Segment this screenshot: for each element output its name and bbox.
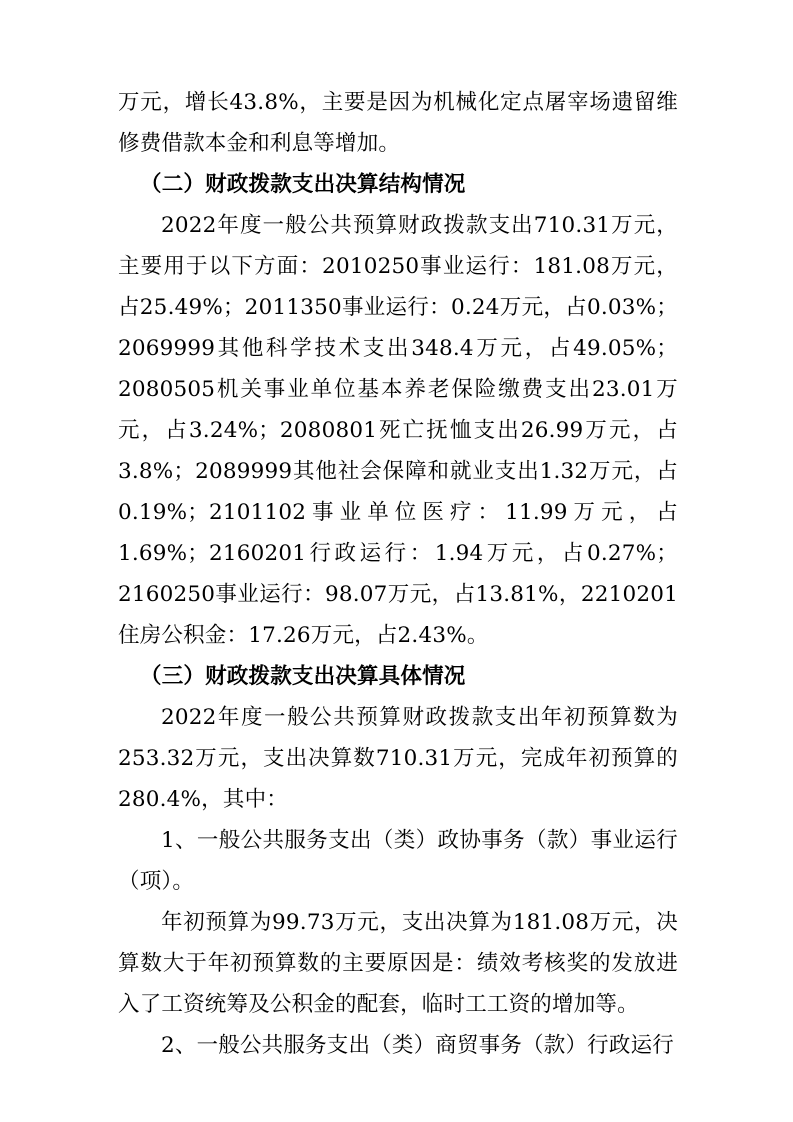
page-content bbox=[118, 82, 678, 1066]
paragraph-expenditure-detail: 2022年度一般公共预算财政拨款支出年初预算数为253.32万元，支出决算数710.31万元，完成年初预算的280.4%，其中： bbox=[118, 705, 678, 812]
paragraph-expenditure-structure: 2022年度一般公共预算财政拨款支出710.31万元，主要用于以下方面：2010250事业运行：181.08万元，占25.49%；2011350事业运行：0.24万元，占0.03%；2069999其他科学技术支出348.4万元，占49.05%；2080505机关事业单位基本养老保险缴费支出23.01万元，占3.24%；2080801死亡抚恤支出26.99万元，占3.8%；2089999其他社会保障和就业支出1.32万元，占0.19%；2101102事业单位医疗：11.99万元，占1.69%；2160201行政运行：1.94万元，占0.27%；2160250事业运行：98.07万元，占13.81%，2210201住房公积金：17.26万元，占2.43%。 bbox=[118, 213, 678, 648]
section-heading-3: （三）财政拨款支出决算具体情况 bbox=[140, 664, 466, 689]
section-heading-2: （二）财政拨款支出决算结构情况 bbox=[140, 172, 466, 197]
paragraph-item-1-detail: 年初预算为99.73万元，支出决算为181.08万元，决算数大于年初预算数的主要原因是：绩效考核奖的发放进入了工资统筹及公积金的配套，临时工工资的增加等。 bbox=[118, 910, 678, 1017]
paragraph-item-1: 1、一般公共服务支出（类）政协事务（款）事业运行（项）。 bbox=[118, 828, 678, 894]
paragraph-continuation: 万元，增长43.8%，主要是因为机械化定点屠宰场遗留维修费借款本金和利息等增加。 bbox=[118, 90, 678, 156]
paragraph-item-2: 2、一般公共服务支出（类）商贸事务（款）行政运行 bbox=[161, 1033, 674, 1058]
